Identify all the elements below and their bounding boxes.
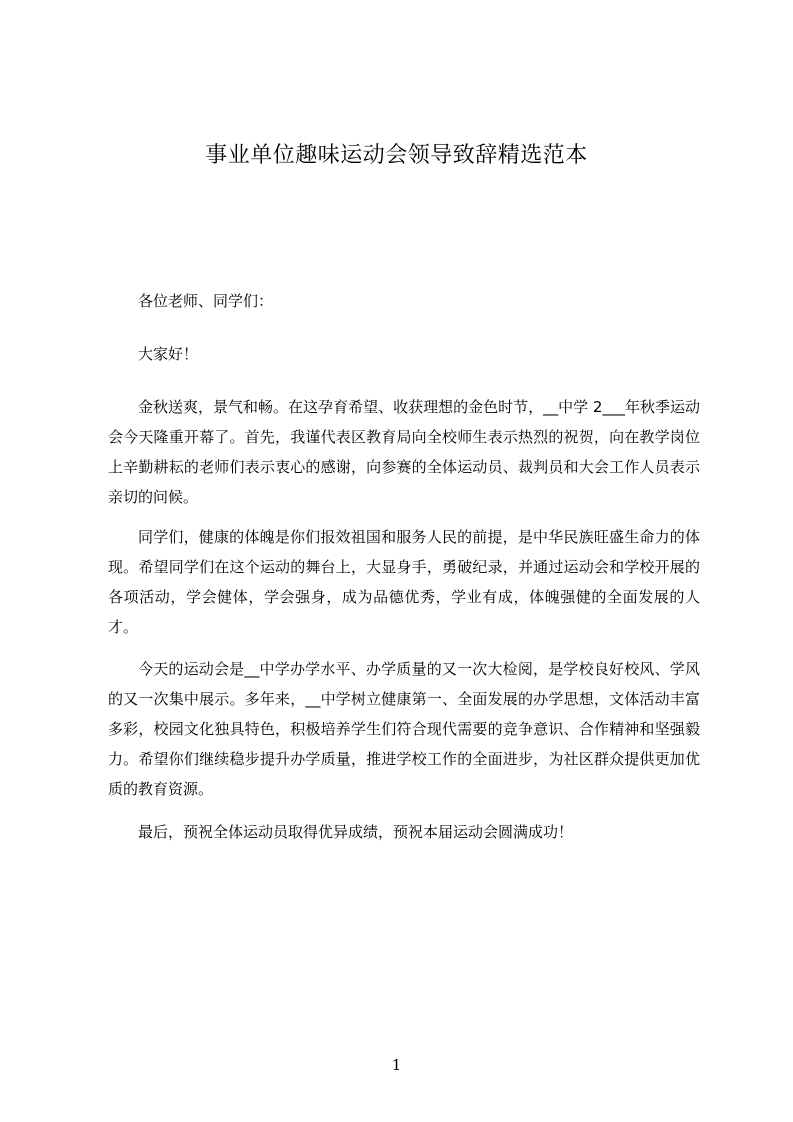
paragraph-1: 金秋送爽，景气和畅。在这孕育希望、收获理想的金色时节，__中学 2___年秋季运动会今天隆重开幕了。首先，我谨代表区教育局向全校师生表示热烈的祝贺，向在教学岗位上辛勤耕耘的老师们表示衷心的感谢，向参赛的全体运动员、裁判员和大会工作人员表示亲切的问候。 — [108, 398, 700, 506]
salutation: 各位老师、同学们： — [138, 292, 274, 310]
paragraph-3: 今天的运动会是__中学办学水平、办学质量的又一次大检阅，是学校良好校风、学风的又一次集中展示。多年来，__中学树立健康第一、全面发展的办学思想，文体活动丰富多彩，校园文化独具特色，积极培养学生们符合现代需要的竞争意识、合作精神和坚强毅力。希望你们继续稳步提升办学质量，推进学校工作的全面进步，为社区群众提供更加优质的教育资源。 — [108, 660, 700, 798]
page-number: 1 — [391, 1056, 402, 1074]
paragraph-2: 同学们，健康的体魄是你们报效祖国和服务人民的前提，是中华民族旺盛生命力的体现。希望同学们在这个运动的舞台上，大显身手，勇破纪录，并通过运动会和学校开展的各项活动，学会健体，学会强身，成为品德优秀，学业有成，体魄强健的全面发展的人才。 — [108, 528, 700, 636]
document-title: 事业单位趣味运动会领导致辞精选范本 — [205, 143, 588, 168]
closing-line: 最后，预祝全体运动员取得优异成绩，预祝本届运动会圆满成功！ — [138, 823, 574, 841]
greeting: 大家好！ — [138, 345, 199, 363]
